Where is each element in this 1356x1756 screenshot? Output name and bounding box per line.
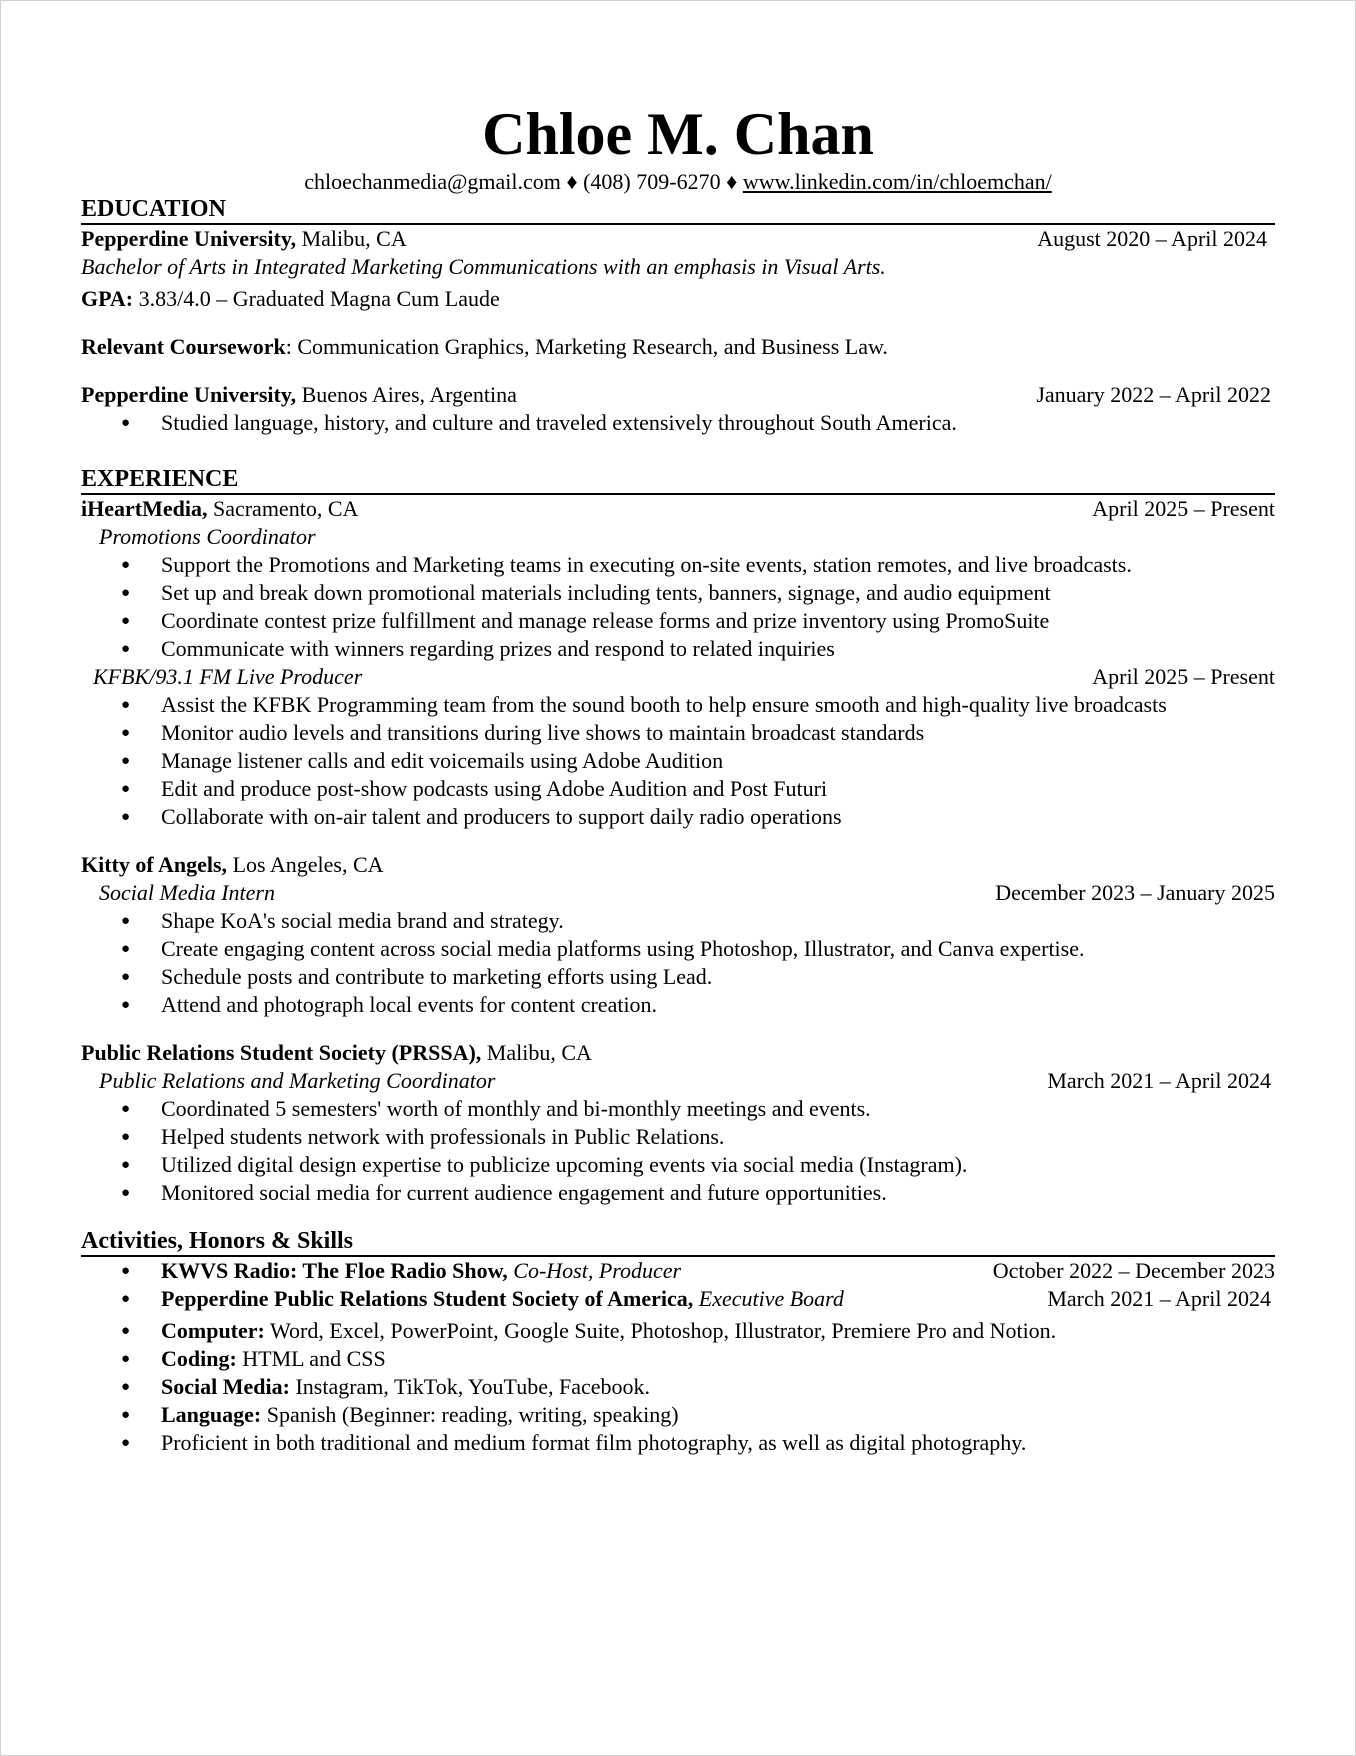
honor-item <box>81 1257 1275 1285</box>
skill-label: Coding: <box>161 1346 237 1371</box>
company-name: iHeartMedia, <box>81 496 208 521</box>
education-entry-1 <box>81 225 1275 253</box>
gpa-label: GPA: <box>81 286 134 311</box>
candidate-name: Chloe M. Chan <box>482 101 874 167</box>
list-item: ● Communicate with winners regarding prizes and respond to related inquiries <box>81 635 1275 663</box>
school-dates: January 2022 – April 2022 <box>1036 382 1271 407</box>
list-item: ● Create engaging content across social media platforms using Photoshop, Illustrator, and Canva expertise. <box>81 935 1275 963</box>
list-item: ● Coordinated 5 semesters' worth of monthly and bi-monthly meetings and events. <box>81 1095 1275 1123</box>
job-role-row <box>81 1067 1275 1095</box>
company-location: Malibu, CA <box>486 1040 592 1065</box>
degree: Bachelor of Arts in Integrated Marketing Communications with an emphasis in Visual Arts. <box>81 254 886 279</box>
school-dates: August 2020 – April 2024 <box>1037 226 1267 251</box>
skill-label: Computer: <box>161 1318 265 1343</box>
list-item: ● Monitor audio levels and transitions during live shows to maintain broadcast standards <box>81 719 1275 747</box>
experience-heading: EXPERIENCE <box>81 465 1275 495</box>
school-location: Malibu, CA <box>301 226 407 251</box>
job-header <box>81 495 1275 523</box>
job-bullets <box>81 1095 1275 1207</box>
list-item: ● Utilized digital design expertise to publicize upcoming events via social media (Instagram). <box>81 1151 1275 1179</box>
email: chloechanmedia@gmail.com <box>304 169 561 194</box>
separator-diamond: ♦ <box>566 169 578 194</box>
honor-title: Pepperdine Public Relations Student Society of America, <box>161 1286 694 1311</box>
honor-role: Executive Board <box>698 1286 844 1311</box>
list-item: ● Schedule posts and contribute to marketing efforts using Lead. <box>81 963 1275 991</box>
skill-label: Social Media: <box>161 1374 290 1399</box>
honor-title: KWVS Radio: The Floe Radio Show, <box>161 1258 508 1283</box>
honors-list <box>81 1257 1275 1313</box>
skill-item <box>81 1401 1275 1429</box>
skill-item <box>81 1373 1275 1401</box>
honor-dates: October 2022 – December 2023 <box>992 1258 1275 1283</box>
list-item: ● Edit and produce post-show podcasts using Adobe Audition and Post Futuri <box>81 775 1275 803</box>
list-item: ● Set up and break down promotional materials including tents, banners, signage, and audio equipment <box>81 579 1275 607</box>
list-item: ● Helped students network with professionals in Public Relations. <box>81 1123 1275 1151</box>
job-dates: December 2023 – January 2025 <box>995 880 1275 905</box>
list-item: ● Collaborate with on-air talent and producers to support daily radio operations <box>81 803 1275 831</box>
skill-value: Instagram, TikTok, YouTube, Facebook. <box>295 1374 651 1399</box>
list-item: ● Manage listener calls and edit voicemails using Adobe Audition <box>81 747 1275 775</box>
skill-item <box>81 1429 1275 1457</box>
coursework-line <box>81 333 1275 361</box>
skill-item <box>81 1345 1275 1373</box>
list-item: ● Studied language, history, and culture and traveled extensively throughout South America. <box>81 409 1275 437</box>
job-subrole-header <box>81 663 1275 691</box>
company-name: Kitty of Angels, <box>81 852 228 877</box>
job-header <box>81 851 1275 879</box>
list-item: ● Coordinate contest prize fulfillment and manage release forms and prize inventory using PromoSuite <box>81 607 1275 635</box>
list-item: ● Support the Promotions and Marketing teams in executing on-site events, station remotes, and live broadcasts. <box>81 551 1275 579</box>
education-heading: EDUCATION <box>81 195 1275 225</box>
company-name: Public Relations Student Society (PRSSA), <box>81 1040 482 1065</box>
skill-value: Word, Excel, PowerPoint, Google Suite, Photoshop, Illustrator, Premiere Pro and Notion. <box>269 1318 1057 1343</box>
skills-list <box>81 1317 1275 1457</box>
honor-item <box>81 1285 1275 1313</box>
job-header <box>81 1039 1275 1067</box>
gpa-line <box>81 285 1275 313</box>
school-name: Pepperdine University, <box>81 382 297 407</box>
list-item: ● Attend and photograph local events for content creation. <box>81 991 1275 1019</box>
school-name: Pepperdine University, <box>81 226 297 251</box>
job-bullets <box>81 691 1275 831</box>
list-item: ● Shape KoA's social media brand and strategy. <box>81 907 1275 935</box>
coursework-value: : Communication Graphics, Marketing Research, and Business Law. <box>285 334 888 359</box>
company-location: Sacramento, CA <box>212 496 359 521</box>
skill-value: HTML and CSS <box>242 1346 386 1371</box>
job-dates: April 2025 – Present <box>1092 664 1275 689</box>
activities-heading: Activities, Honors & Skills <box>81 1227 1275 1257</box>
linkedin-link[interactable]: www.linkedin.com/in/chloemchan/ <box>742 169 1052 194</box>
skill-item <box>81 1317 1275 1345</box>
job-dates: March 2021 – April 2024 <box>1047 1068 1271 1093</box>
job-role: Social Media Intern <box>99 880 275 905</box>
skill-value: Proficient in both traditional and medium format film photography, as well as digital photography. <box>161 1430 1027 1455</box>
education-entry-2 <box>81 381 1275 409</box>
honor-role: Co-Host, Producer <box>513 1258 682 1283</box>
school-location: Buenos Aires, Argentina <box>301 382 517 407</box>
skill-value: Spanish (Beginner: reading, writing, speaking) <box>266 1402 679 1427</box>
separator-diamond: ♦ <box>726 169 738 194</box>
job-dates: April 2025 – Present <box>1092 496 1275 521</box>
phone: (408) 709-6270 <box>583 169 721 194</box>
job-bullets <box>81 551 1275 663</box>
company-location: Los Angeles, CA <box>232 852 384 877</box>
gpa-value: 3.83/4.0 – Graduated Magna Cum Laude <box>138 286 500 311</box>
coursework-label: Relevant Coursework <box>81 334 286 359</box>
job-role-row <box>81 879 1275 907</box>
job-role: Promotions Coordinator <box>99 524 316 549</box>
education-2-bullets <box>81 409 1275 437</box>
contact-line <box>81 169 1275 195</box>
job-bullets <box>81 907 1275 1019</box>
list-item: ● Assist the KFBK Programming team from the sound booth to help ensure smooth and high-quality live broadcasts <box>81 691 1275 719</box>
list-item: ● Monitored social media for current audience engagement and future opportunities. <box>81 1179 1275 1207</box>
job-role: KFBK/93.1 FM Live Producer <box>93 664 363 689</box>
honor-dates: March 2021 – April 2024 <box>1047 1286 1271 1311</box>
job-role: Public Relations and Marketing Coordinator <box>99 1068 496 1093</box>
skill-label: Language: <box>161 1402 262 1427</box>
